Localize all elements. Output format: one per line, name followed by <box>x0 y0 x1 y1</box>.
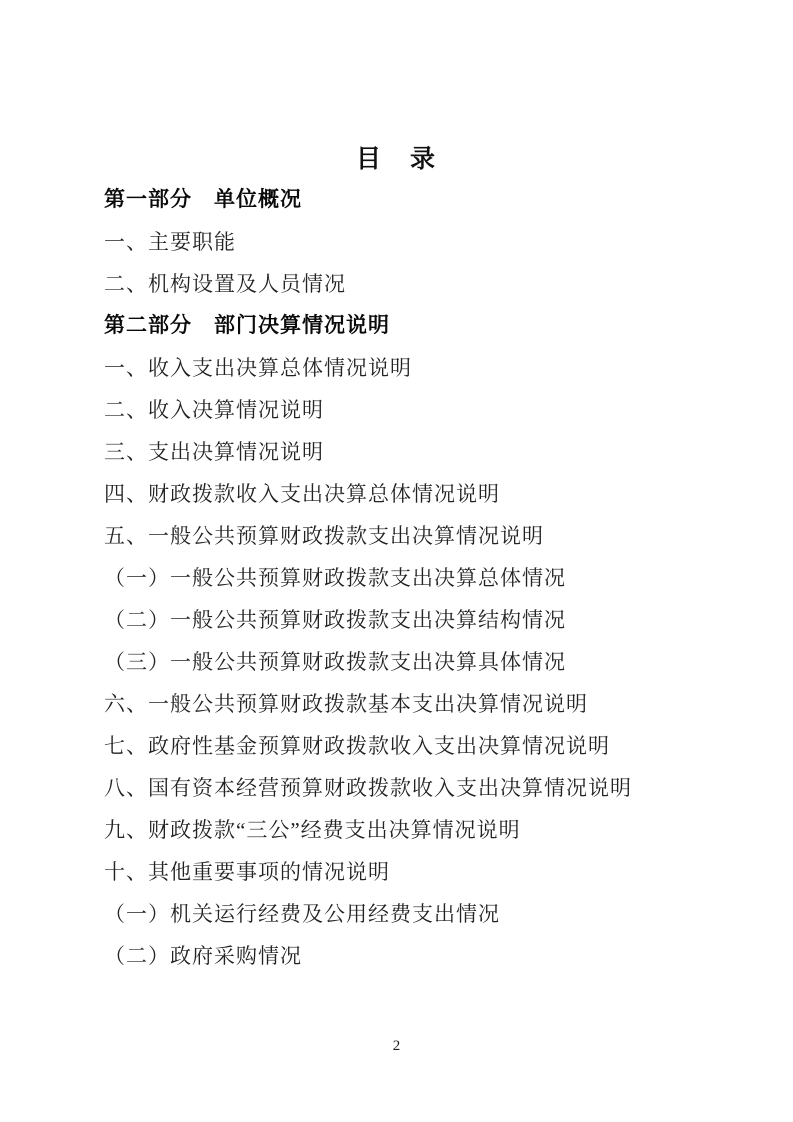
toc-item: 六、一般公共预算财政拨款基本支出决算情况说明 <box>104 692 588 716</box>
toc-item: 二、机构设置及人员情况 <box>104 272 346 296</box>
page-number: 2 <box>392 1038 401 1054</box>
toc-item: 三、支出决算情况说明 <box>104 440 324 464</box>
toc-section-heading: 第一部分 单位概况 <box>104 188 302 211</box>
toc-item: （一）机关运行经费及公用经费支出情况 <box>104 902 500 926</box>
page-title: 目 录 <box>355 145 437 173</box>
toc-item: （二）政府采购情况 <box>104 944 302 968</box>
toc-item: 一、主要职能 <box>104 230 236 254</box>
toc-item: 八、国有资本经营预算财政拨款收入支出决算情况说明 <box>104 776 632 800</box>
toc-section-heading: 第二部分 部门决算情况说明 <box>104 314 390 337</box>
toc-item: （一）一般公共预算财政拨款支出决算总体情况 <box>104 566 566 590</box>
toc-item: （三）一般公共预算财政拨款支出决算具体情况 <box>104 650 566 674</box>
toc-item: 十、其他重要事项的情况说明 <box>104 860 390 884</box>
toc-list <box>0 176 793 977</box>
toc-item: （二）一般公共预算财政拨款支出决算结构情况 <box>104 608 566 632</box>
toc-item: 二、收入决算情况说明 <box>104 398 324 422</box>
toc-item: 四、财政拨款收入支出决算总体情况说明 <box>104 482 500 506</box>
toc-item: 九、财政拨款“三公”经费支出决算情况说明 <box>104 818 521 842</box>
toc-item: 七、政府性基金预算财政拨款收入支出决算情况说明 <box>104 734 610 758</box>
toc-item: 一、收入支出决算总体情况说明 <box>104 356 412 380</box>
toc-item: 五、一般公共预算财政拨款支出决算情况说明 <box>104 524 544 548</box>
